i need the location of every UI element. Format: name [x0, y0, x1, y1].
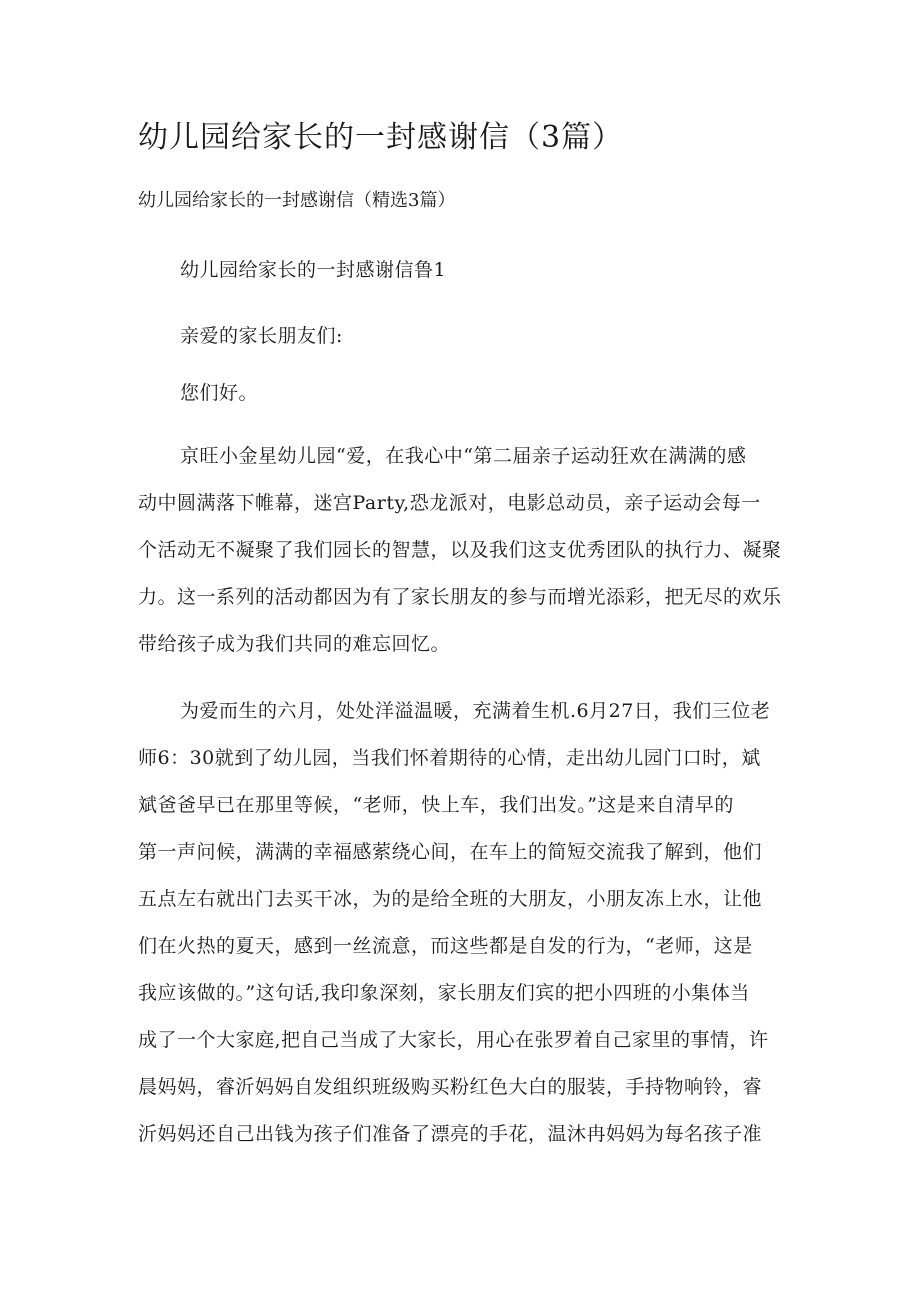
paragraph-line: 们在火热的夏天，感到一丝流意，而这些都是自发的行为，“老师，这是 — [138, 935, 753, 957]
paragraph-line: 师6：30就到了幼儿园，当我们怀着期待的心情，走出幼儿园门口时，斌 — [138, 747, 761, 769]
section-heading: 幼儿园给家长的一封感谢信鲁1 — [180, 259, 447, 281]
paragraph-line: 动中圆满落下帷幕，迷宫Party,恐龙派对，电影总动员，亲子运动会每一 — [138, 492, 761, 514]
paragraph-line: 我应该做的。”这句话,我印象深刻，家长朋友们宾的把小四班的小集体当 — [138, 982, 750, 1004]
paragraph-line: 晨妈妈，睿沂妈妈自发组织班级购买粉红色大白的服装，手持物响铃，睿 — [138, 1076, 763, 1098]
paragraph-line: 为爱而生的六月，处处洋溢温暖，充满着生机.6月27日，我们三位老 — [180, 700, 771, 722]
paragraph-line: 个活动无不凝聚了我们园长的智慧，以及我们这支优秀团队的执行力、凝聚 — [138, 539, 782, 561]
paragraph-line: 斌爸爸早已在那里等候，“老师，快上车，我们出发。”这是来自清早的 — [138, 794, 734, 816]
document-subtitle: 幼儿园给家长的一封感谢信（精选3篇） — [138, 190, 456, 211]
salutation: 亲爱的家长朋友们: — [180, 325, 343, 347]
document-title: 幼儿园给家长的一封感谢信（3篇） — [138, 120, 624, 155]
paragraph-line: 力。这一系列的活动都因为有了家长朋友的参与而增光添彩，把无尽的欢乐 — [138, 586, 782, 608]
paragraph-line: 沂妈妈还自己出钱为孩子们准备了漂亮的手花，温沐冉妈妈为每名孩子准 — [138, 1123, 763, 1145]
paragraph-line: 成了一个大家庭,把自己当成了大家长，用心在张罗着自己家里的事情，许 — [138, 1029, 769, 1051]
greeting: 您们好。 — [180, 382, 259, 404]
paragraph-line: 第一声问候，满满的幸福感萦绕心间，在车上的简短交流我了解到，他们 — [138, 841, 763, 863]
paragraph-line: 带给孩子成为我们共同的难忘回忆。 — [138, 633, 451, 655]
paragraph-line: 京旺小金星幼儿园“爱，在我心中“第二届亲子运动狂欢在满满的感 — [180, 445, 747, 467]
paragraph-line: 五点左右就出门去买干冰，为的是给全班的大朋友，小朋友冻上水，让他 — [138, 888, 763, 910]
